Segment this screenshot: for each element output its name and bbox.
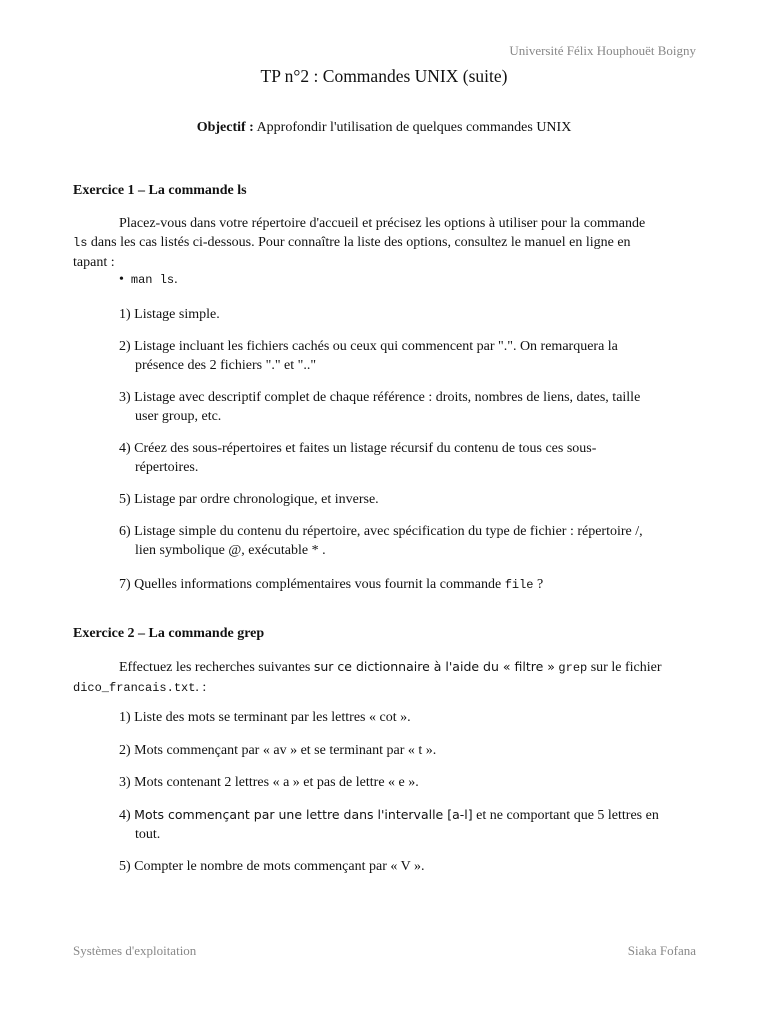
ex1-item-3-line1: 3) Listage avec descriptif complet de chaque référence : droits, nombres de liens, dates, taille xyxy=(119,390,641,405)
file-command: file xyxy=(504,578,534,592)
ex2-file-post: . : xyxy=(195,680,207,695)
ex1-item-2-line1: 2) Listage incluant les fichiers cachés ou ceux qui commencent par ".". On remarquera la xyxy=(119,339,618,354)
ex1-item-2-line2: présence des 2 fichiers "." et ".." xyxy=(135,358,317,373)
dico-file: dico_francais.txt xyxy=(73,681,196,695)
intro-line-3: tapant : xyxy=(73,255,115,270)
ex1-item-1 xyxy=(119,305,696,324)
ex2-intro-post: sur le fichier xyxy=(587,660,662,675)
objective xyxy=(0,120,768,136)
exercise-2-intro xyxy=(73,657,696,698)
ls-command: ls xyxy=(73,236,88,250)
ex1-item-6-line2: lien symbolique @, exécutable * . xyxy=(135,543,326,558)
ex2-item-1 xyxy=(119,708,696,727)
objective-text: Approfondir l'utilisation de quelques commandes UNIX xyxy=(253,120,572,135)
ex1-item-4-line2: répertoires. xyxy=(135,460,199,475)
ex1-item-5 xyxy=(119,490,696,509)
ex1-item-1-text: 1) Listage simple. xyxy=(119,307,220,322)
ex1-item-7-text: 7) Quelles informations complémentaires vous fournit la commande xyxy=(119,577,505,592)
ex2-item-4-range: Mots commençant par une lettre dans l'intervalle [a-l] xyxy=(134,807,473,822)
bullet-item: • man ls. xyxy=(119,272,178,287)
ex1-item-7-end: ? xyxy=(533,577,544,592)
ex1-item-3 xyxy=(119,388,696,426)
ex2-item-2 xyxy=(119,741,696,760)
university-header: Université Félix Houphouët Boigny xyxy=(509,43,696,58)
ex2-item-4-post: et ne comportant que 5 lettres en xyxy=(472,808,659,823)
objective-label: Objectif : xyxy=(196,120,254,135)
ex1-item-6 xyxy=(119,522,696,560)
ex1-item-4 xyxy=(119,439,696,477)
intro-line-1: Placez-vous dans votre répertoire d'accueil et précisez les options à utiliser pour la commande xyxy=(119,216,646,231)
exercise-2-heading: Exercice 2 – La commande grep xyxy=(73,626,265,641)
ex1-item-5-text: 5) Listage par ordre chronologique, et inverse. xyxy=(119,492,379,507)
ex2-intro-filter: sur ce dictionnaire à l'aide du « filtre » xyxy=(313,659,555,674)
ex1-item-6-line1: 6) Listage simple du contenu du répertoire, avec spécification du type de fichier : répertoire /, xyxy=(119,524,643,539)
ex2-item-5 xyxy=(119,857,696,876)
exercise-1-heading: Exercice 1 – La commande ls xyxy=(73,183,247,198)
ex2-item-3-text: 3) Mots contenant 2 lettres « a » et pas de lettre « e ». xyxy=(119,775,419,790)
footer-author: Siaka Fofana xyxy=(627,943,696,958)
ex2-item-5-text: 5) Compter le nombre de mots commençant par « V ». xyxy=(119,859,425,874)
ex2-item-3 xyxy=(119,773,696,792)
footer-course: Systèmes d'exploitation xyxy=(73,943,197,958)
intro-line-2: dans les cas listés ci-dessous. Pour connaître la liste des options, consultez le manuel en ligne en xyxy=(87,235,631,250)
man-ls-command: man ls xyxy=(130,273,175,287)
page-title: TP n°2 : Commandes UNIX (suite) xyxy=(260,66,508,86)
bullet-end: . xyxy=(174,272,178,287)
ex2-item-4 xyxy=(119,805,696,844)
ex2-item-2-text: 2) Mots commençant par « av » et se terminant par « t ». xyxy=(119,743,437,758)
ex2-item-4-line2: tout. xyxy=(135,827,161,842)
ex2-intro-pre: Effectuez les recherches suivantes xyxy=(119,660,314,675)
ex1-item-4-line1: 4) Créez des sous-répertoires et faites un listage récursif du contenu de tous ces sous- xyxy=(119,441,597,456)
ex2-item-1-text: 1) Liste des mots se terminant par les lettres « cot ». xyxy=(119,710,411,725)
ex2-item-4-number: 4) xyxy=(119,808,135,823)
ex1-item-3-line2: user group, etc. xyxy=(135,409,222,424)
ex1-item-7 xyxy=(119,575,696,595)
grep-command: grep xyxy=(558,661,588,675)
exercise-1-intro xyxy=(73,214,696,272)
ex1-item-2 xyxy=(119,337,696,375)
